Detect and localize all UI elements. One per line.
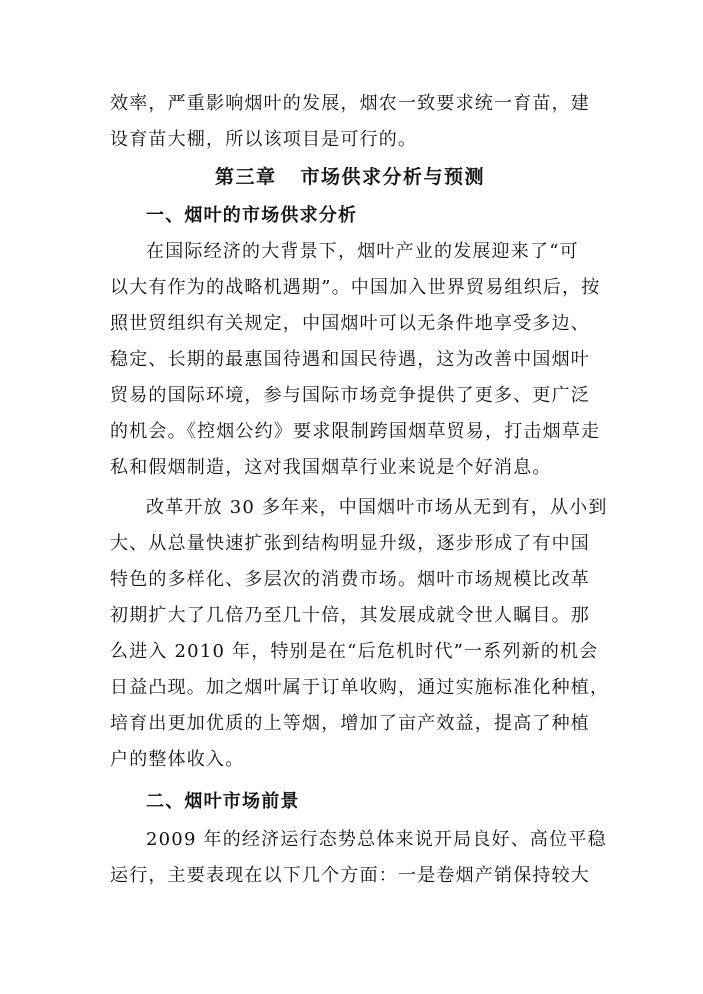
section-heading-2: 二、烟叶市场前景 <box>146 791 300 812</box>
paragraph-line: 初期扩大了几倍乃至几十倍，其发展成就令世人瞩目。那 <box>110 605 590 626</box>
paragraph-line: 在国际经济的大背景下，烟叶产业的发展迎来了“可 <box>146 241 579 262</box>
intro-line-1: 效率，严重影响烟叶的发展，烟农一致要求统一育苗，建 <box>110 93 590 114</box>
paragraph-line: 私和假烟制造，这对我国烟草行业来说是个好消息。 <box>110 457 552 478</box>
section-heading-1: 一、烟叶的市场供求分析 <box>146 205 358 226</box>
chapter-number: 第三章 <box>214 166 277 188</box>
intro-line-2: 设育苗大棚，所以该项目是可行的。 <box>110 129 418 150</box>
chapter-title <box>110 164 590 190</box>
paragraph-line: 户的整体收入。 <box>110 749 245 770</box>
paragraph-line: 么进入 2010 年，特别是在“后危机时代”一系列新的机会 <box>110 641 599 662</box>
paragraph-line: 培育出更加优质的上等烟，增加了亩产效益，提高了种植 <box>110 713 590 734</box>
paragraph-line: 大、从总量快速扩张到结构明显升级，逐步形成了有中国 <box>110 533 590 554</box>
paragraph-line: 的机会。《控烟公约》要求限制跨国烟草贸易，打击烟草走 <box>110 421 601 442</box>
paragraph-line: 日益凸现。加之烟叶属于订单收购，通过实施标准化种植， <box>110 677 610 698</box>
paragraph-line: 照世贸组织有关规定，中国烟叶可以无条件地享受多边、 <box>110 313 590 334</box>
paragraph-line: 改革开放 30 多年来，中国烟叶市场从无到有，从小到 <box>146 497 608 518</box>
paragraph-line: 贸易的国际环境，参与国际市场竞争提供了更多、更广泛 <box>110 385 590 406</box>
paragraph-line: 特色的多样化、多层次的消费市场。烟叶市场规模比改革 <box>110 569 590 590</box>
paragraph-line: 稳定、长期的最惠国待遇和国民待遇，这为改善中国烟叶 <box>110 349 590 370</box>
chapter-name: 市场供求分析与预测 <box>300 166 486 188</box>
paragraph-line: 2009 年的经济运行态势总体来说开局良好、高位平稳 <box>146 829 607 850</box>
paragraph-line: 运行，主要表现在以下几个方面：一是卷烟产销保持较大 <box>110 865 590 886</box>
paragraph-line: 以大有作为的战略机遇期”。中国加入世界贸易组织后，按 <box>110 277 601 298</box>
